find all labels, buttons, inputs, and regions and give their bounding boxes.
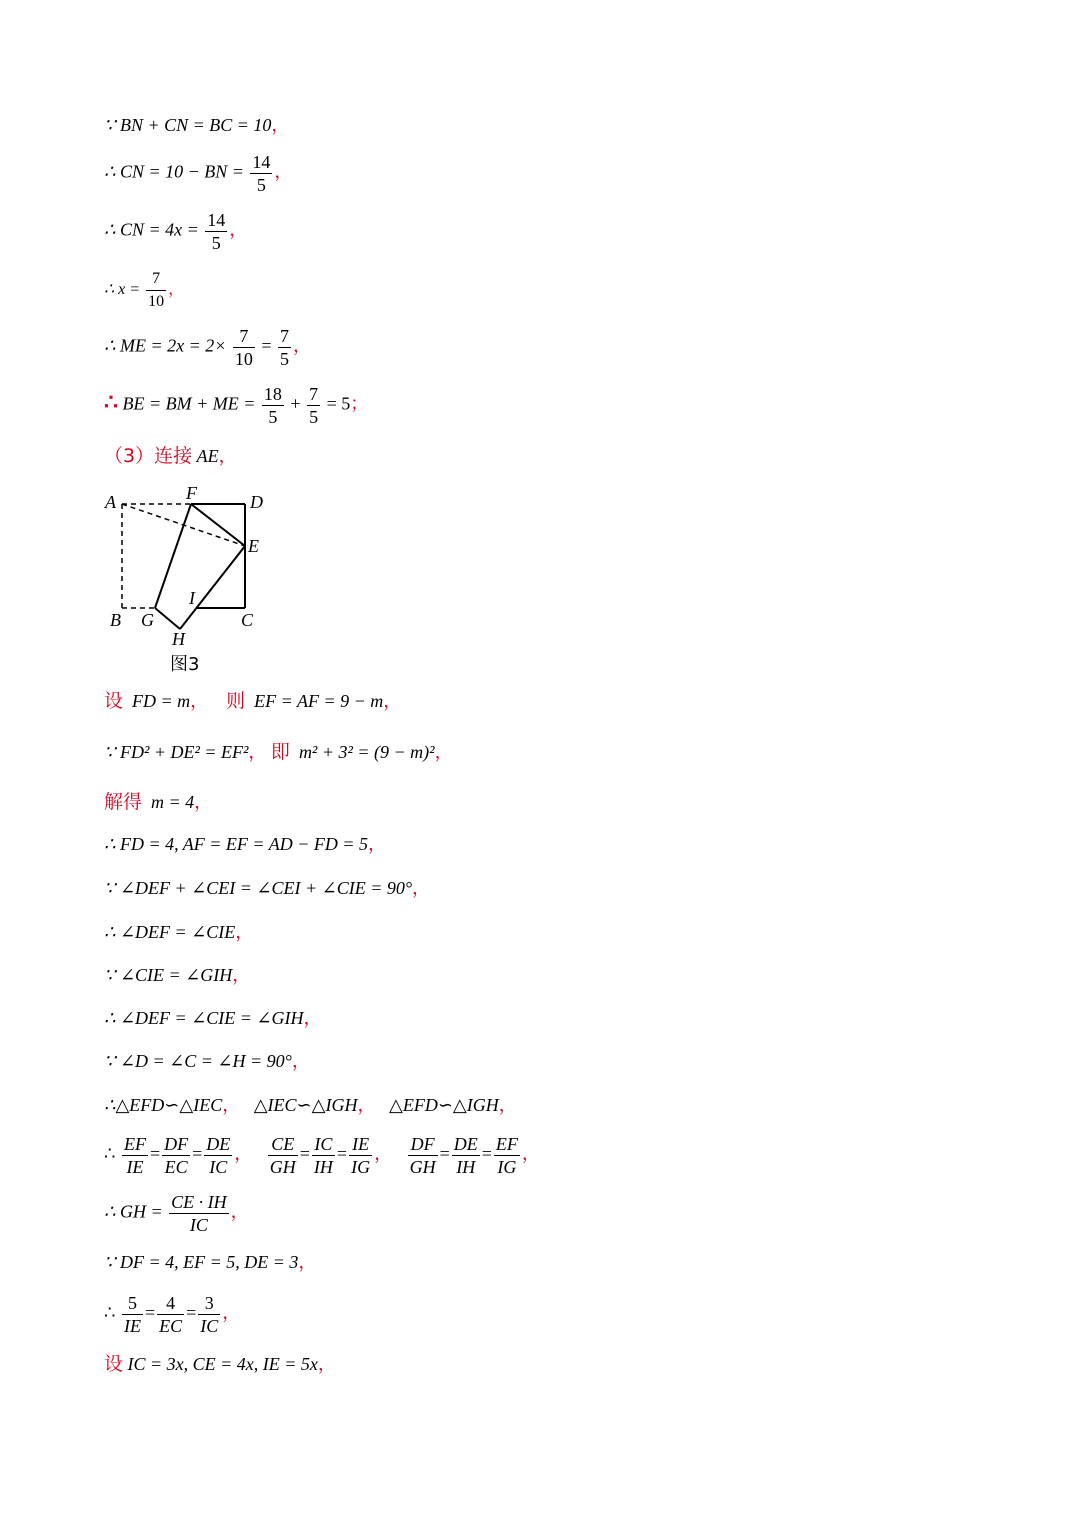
label-I: I bbox=[189, 588, 195, 608]
equals: = bbox=[192, 1143, 203, 1164]
punct: ， bbox=[194, 792, 213, 812]
word-namely: 即 bbox=[270, 741, 290, 763]
step-line-6 bbox=[104, 383, 368, 428]
punct: ； bbox=[350, 393, 369, 414]
denominator: IG bbox=[351, 1157, 371, 1177]
punct: ， bbox=[222, 1302, 241, 1323]
figure-caption: 图3 bbox=[170, 654, 200, 675]
denominator: IE bbox=[123, 1316, 141, 1336]
label-H: H bbox=[172, 629, 185, 649]
label-E: E bbox=[248, 536, 259, 556]
equals: = bbox=[439, 1143, 450, 1164]
denominator: EC bbox=[164, 1157, 188, 1177]
fraction bbox=[169, 1191, 229, 1236]
denominator: 5 bbox=[268, 407, 278, 427]
label-G: G bbox=[141, 610, 154, 630]
math-expr: m = 4 bbox=[151, 792, 195, 812]
punct: ， bbox=[235, 922, 254, 942]
word-let: 设 bbox=[104, 690, 124, 712]
step-line-22 bbox=[104, 1352, 336, 1376]
punct: ， bbox=[434, 742, 453, 762]
fraction bbox=[205, 209, 227, 254]
label-B: B bbox=[110, 610, 121, 630]
punct: ， bbox=[168, 281, 185, 299]
math-expr: ∴ CN = 10 − BN = bbox=[104, 161, 244, 182]
word-then: 则 bbox=[226, 690, 246, 712]
punct: ， bbox=[368, 834, 386, 854]
denominator: 10 bbox=[148, 293, 165, 310]
punct: ， bbox=[234, 1143, 253, 1164]
numerator: 3 bbox=[198, 1292, 220, 1315]
punct: ， bbox=[521, 1143, 540, 1164]
math-expr: AE bbox=[196, 446, 219, 466]
punct: ， bbox=[357, 1095, 376, 1115]
similarity-1: ∴△EFD∽△IEC bbox=[104, 1095, 223, 1115]
fraction bbox=[157, 1292, 184, 1337]
numerator: IE bbox=[349, 1133, 372, 1156]
step-line-1 bbox=[104, 113, 289, 137]
equals: = bbox=[186, 1302, 197, 1323]
therefore-symbol: ∴ bbox=[104, 1143, 116, 1164]
numerator: 7 bbox=[280, 326, 290, 346]
label-D: D bbox=[250, 492, 263, 512]
similarity-2: △IEC∽△IGH bbox=[253, 1095, 358, 1115]
punct: ， bbox=[271, 115, 290, 135]
numerator: IC bbox=[312, 1133, 335, 1156]
numerator: 4 bbox=[157, 1292, 184, 1315]
numerator: 18 bbox=[263, 384, 282, 404]
punct: ， bbox=[293, 335, 312, 356]
equals: = bbox=[299, 1143, 310, 1164]
denominator: IH bbox=[313, 1157, 333, 1177]
math-expr: FD = m bbox=[132, 691, 191, 711]
step-line-16 bbox=[104, 1049, 310, 1073]
part-label: （3）连接 bbox=[104, 445, 193, 467]
equals: = bbox=[481, 1143, 492, 1164]
punct: ， bbox=[303, 1008, 322, 1028]
math-expr: ∵ ∠D = ∠C = ∠H = 90° bbox=[104, 1051, 292, 1071]
math-expr: ∴ ∠DEF = ∠CIE = ∠GIH bbox=[104, 1008, 304, 1028]
punct: ， bbox=[498, 1095, 517, 1115]
fraction bbox=[349, 1133, 372, 1178]
fraction bbox=[452, 1133, 480, 1178]
denominator: 5 bbox=[309, 407, 319, 427]
denominator: IE bbox=[126, 1157, 144, 1177]
math-expr: ∴ x = bbox=[104, 281, 141, 299]
equals: = bbox=[149, 1143, 161, 1164]
punct: ， bbox=[222, 1095, 241, 1115]
denominator: GH bbox=[409, 1157, 436, 1177]
math-expr: ∵ FD² + DE² = EF² bbox=[104, 742, 249, 762]
denominator: IH bbox=[456, 1157, 476, 1177]
punct: ， bbox=[248, 742, 267, 762]
numerator: DF bbox=[408, 1133, 438, 1156]
punct: ， bbox=[190, 691, 209, 711]
punct: ， bbox=[232, 965, 251, 985]
step-line-4 bbox=[104, 268, 184, 313]
math-expr: m² + 3² = (9 − m)² bbox=[298, 742, 435, 762]
math-expr: IC = 3x, CE = 4x, IE = 5x bbox=[127, 1354, 318, 1374]
math-expr: ∴ CN = 4x = bbox=[104, 219, 199, 240]
numerator: EF bbox=[123, 1134, 146, 1154]
fraction bbox=[278, 325, 291, 370]
step-line-2 bbox=[104, 151, 292, 196]
denominator: 5 bbox=[256, 175, 266, 195]
punct: ， bbox=[218, 446, 237, 466]
punct: ， bbox=[412, 878, 431, 898]
step-line-10 bbox=[104, 790, 212, 814]
numerator: DF bbox=[164, 1134, 189, 1154]
fraction bbox=[122, 1133, 148, 1178]
label-F: F bbox=[186, 483, 197, 503]
step-line-5 bbox=[104, 325, 311, 370]
fraction bbox=[494, 1133, 520, 1178]
math-expr: EF = AF = 9 − m bbox=[254, 691, 384, 711]
punct: ， bbox=[229, 219, 248, 240]
denominator: 5 bbox=[211, 233, 221, 253]
math-expr: ∴ FD = 4, AF = EF = AD − FD = 5 bbox=[104, 834, 368, 854]
numerator: 7 bbox=[233, 325, 255, 348]
step-line-8 bbox=[104, 689, 401, 713]
numerator: CE · IH bbox=[171, 1192, 227, 1212]
word-let: 设 bbox=[104, 1353, 124, 1375]
word-solve: 解得 bbox=[104, 791, 143, 813]
fraction bbox=[162, 1133, 190, 1178]
step-line-17 bbox=[104, 1093, 517, 1117]
step-line-19 bbox=[104, 1191, 249, 1236]
numerator: 7 bbox=[146, 268, 166, 291]
step-line-14 bbox=[104, 963, 250, 987]
math-expr: ∴ GH = bbox=[104, 1201, 163, 1222]
fraction bbox=[122, 1292, 143, 1337]
fraction bbox=[146, 268, 166, 313]
punct: ， bbox=[298, 1252, 317, 1272]
denominator: GH bbox=[269, 1157, 296, 1177]
numerator: 14 bbox=[207, 210, 226, 230]
numerator: DE bbox=[453, 1134, 478, 1154]
denominator: EC bbox=[159, 1316, 183, 1336]
denominator: IC bbox=[189, 1215, 208, 1235]
step-line-11 bbox=[104, 832, 386, 856]
punct: ， bbox=[291, 1051, 310, 1071]
fraction bbox=[408, 1133, 438, 1178]
math-expr: ∵ DF = 4, EF = 5, DE = 3 bbox=[104, 1252, 299, 1272]
step-line-12 bbox=[104, 876, 430, 900]
fraction bbox=[250, 151, 272, 196]
equals: = bbox=[336, 1143, 348, 1164]
step-line-13 bbox=[104, 920, 253, 944]
geometry-figure-3 bbox=[100, 482, 280, 682]
similarity-3: △EFD∽△IGH bbox=[388, 1095, 499, 1115]
math-expr: ∵ ∠DEF + ∠CEI = ∠CEI + ∠CIE = 90° bbox=[104, 878, 413, 898]
fraction bbox=[262, 383, 284, 428]
step-line-3 bbox=[104, 209, 247, 254]
fraction bbox=[204, 1133, 232, 1178]
part-3-heading bbox=[104, 444, 237, 468]
denominator: IG bbox=[497, 1157, 517, 1177]
therefore-symbol: ∴ bbox=[104, 1302, 116, 1323]
fraction bbox=[233, 325, 255, 370]
math-expr: ∵ ∠CIE = ∠GIH bbox=[104, 965, 233, 985]
operator: + bbox=[290, 393, 301, 414]
step-line-15 bbox=[104, 1006, 321, 1030]
fraction bbox=[198, 1292, 220, 1337]
numerator: DE bbox=[206, 1134, 231, 1154]
numerator: 14 bbox=[252, 152, 271, 172]
math-expr: BE = BM + ME = bbox=[122, 393, 256, 414]
step-line-18 bbox=[104, 1133, 540, 1178]
math-expr: ∵ BN + CN = BC = 10 bbox=[104, 115, 272, 135]
step-line-20 bbox=[104, 1250, 316, 1274]
numerator: 5 bbox=[122, 1292, 143, 1315]
punct: ， bbox=[274, 161, 293, 182]
label-A: A bbox=[105, 492, 116, 512]
fraction bbox=[312, 1133, 335, 1178]
denominator: 5 bbox=[280, 349, 290, 369]
punct: ， bbox=[383, 691, 402, 711]
punct: ， bbox=[317, 1354, 336, 1374]
equals: = bbox=[144, 1302, 156, 1323]
step-line-21 bbox=[104, 1292, 240, 1337]
punct: ， bbox=[374, 1143, 393, 1164]
denominator: IC bbox=[200, 1316, 219, 1336]
math-expr: ∴ ∠DEF = ∠CIE bbox=[104, 922, 236, 942]
therefore-symbol: ∴ bbox=[104, 389, 118, 415]
math-expr: = 5 bbox=[326, 393, 351, 414]
denominator: IC bbox=[209, 1157, 228, 1177]
punct: ， bbox=[230, 1201, 249, 1222]
fraction bbox=[268, 1133, 298, 1178]
operator: = bbox=[261, 335, 272, 356]
denominator: 10 bbox=[234, 349, 253, 369]
step-line-9 bbox=[104, 740, 453, 764]
math-expr: ∴ ME = 2x = 2× bbox=[104, 335, 227, 356]
numerator: CE bbox=[268, 1133, 298, 1156]
fraction bbox=[307, 383, 320, 428]
numerator: EF bbox=[495, 1134, 518, 1154]
numerator: 7 bbox=[309, 384, 319, 404]
label-C: C bbox=[241, 610, 254, 630]
